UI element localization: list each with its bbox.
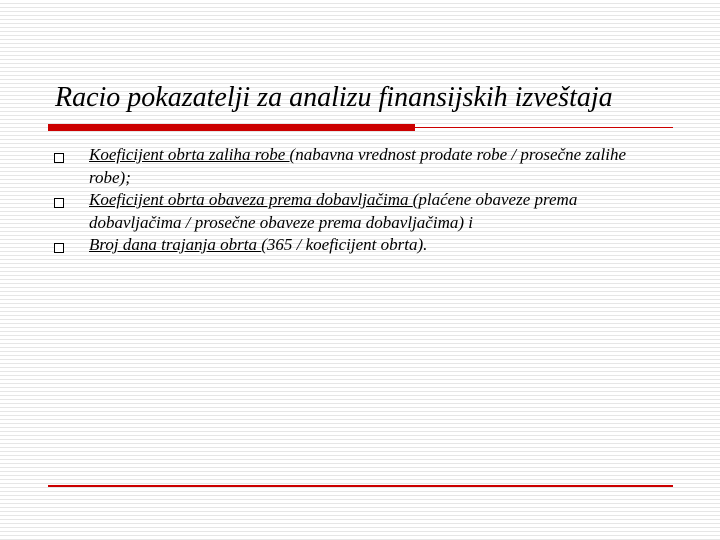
footer-rule xyxy=(48,485,673,487)
bullet-description: (365 / koeficijent obrta). xyxy=(261,235,428,254)
bullet-link-days-turnover[interactable]: Broj dana trajanja obrta xyxy=(89,235,262,254)
square-bullet-icon xyxy=(54,153,64,163)
bullet-text xyxy=(89,144,668,189)
title-accent-bar xyxy=(48,124,415,131)
bullet-link-inventory-turnover[interactable]: Koeficijent obrta zaliha robe xyxy=(89,145,290,164)
square-bullet-icon xyxy=(54,198,64,208)
bullet-item-inventory-turnover xyxy=(48,144,668,189)
title-accent-line xyxy=(415,127,673,128)
slide-title: Racio pokazatelji za analizu finansijskih izveštaja xyxy=(55,82,613,113)
square-bullet-icon xyxy=(54,243,64,253)
bullet-description: (plaćene obaveze prema dobavljačima / prosečne obaveze prema dobavljačima) i xyxy=(89,190,578,232)
bullet-list xyxy=(48,144,668,257)
bullet-text xyxy=(89,189,668,234)
bullet-item-days-turnover xyxy=(48,234,668,257)
bullet-description: (nabavna vrednost prodate robe / prosečne zalihe robe); xyxy=(89,145,627,187)
bullet-link-payables-turnover[interactable]: Koeficijent obrta obaveza prema dobavljačima xyxy=(89,190,413,209)
bullet-item-payables-turnover xyxy=(48,189,668,234)
bullet-text xyxy=(89,234,668,257)
